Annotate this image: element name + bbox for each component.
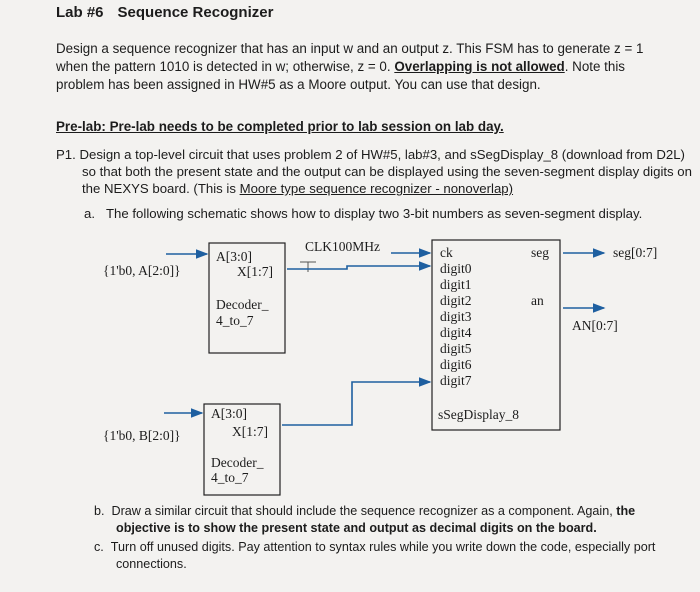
decoder2-output-port: X[1:7] [232, 424, 268, 439]
overlap-note: Overlapping is not allowed [394, 59, 565, 74]
display-ports [440, 245, 472, 388]
port-digit7: digit7 [440, 373, 472, 388]
item-c-label: c. [94, 540, 104, 554]
decoder2-name: Decoder_ [211, 455, 264, 470]
decoder1-signal: {1'b0, A[2:0]} [103, 263, 181, 278]
lab-number: Lab #6 [56, 4, 104, 21]
clock-label: CLK100MHz [305, 239, 380, 254]
decoder1-input-port: A[3:0] [216, 249, 252, 264]
lab-title: Sequence Recognizer [117, 4, 274, 21]
item-b-objective: the objective is to show the present state and output as decimal digits on the board. [116, 504, 636, 535]
item-a-label: a. [84, 206, 95, 221]
prelab-heading: Pre-lab: Pre-lab needs to be completed prior to lab session on lab day. [56, 119, 504, 134]
intro-text: Design a sequence recognizer that has an input w and an output z. This FSM has to generate z = 1 when the pattern 1010 is detected in w; otherwise, z = 0. [56, 41, 644, 74]
port-digit1: digit1 [440, 277, 472, 292]
port-seg: seg [531, 245, 549, 260]
decoder1-name: Decoder_ [216, 297, 269, 312]
item-a-text: The following schematic shows how to display two 3-bit numbers as seven-segment display. [106, 206, 643, 221]
port-ck: ck [440, 245, 453, 260]
p1-text: Design a top-level circuit that uses problem 2 of HW#5, lab#3, and sSegDisplay_8 (download from D2L) so that both the present state and the output can be displayed using the seven-segment display digits on the NEXYS board. (This is [79, 147, 692, 196]
p1-underline: Moore type sequence recognizer - nonoverlap) [239, 181, 514, 196]
decoder2-input-port: A[3:0] [211, 406, 247, 421]
decoder1-output-port: X[1:7] [237, 264, 273, 279]
item-b [94, 503, 686, 537]
p1-label: P1. [56, 147, 76, 162]
item-c [94, 539, 686, 573]
an-output-label: AN[0:7] [572, 318, 618, 333]
item-b-text: Draw a similar circuit that should include the sequence recognizer as a component. Again, [111, 504, 617, 518]
wire-decoder2-digit7 [282, 382, 430, 425]
item-b-label: b. [94, 504, 105, 518]
port-digit0: digit0 [440, 261, 472, 276]
decoder1-name2: 4_to_7 [216, 313, 254, 328]
intro-text-end: . Note this problem has been assigned in HW#5 as a Moore output. You can use that design. [56, 59, 626, 92]
port-digit2: digit2 [440, 293, 472, 308]
port-digit3: digit3 [440, 309, 472, 324]
port-digit4: digit4 [440, 325, 472, 340]
decoder2-signal: {1'b0, B[2:0]} [103, 428, 181, 443]
display-name: sSegDisplay_8 [438, 407, 519, 422]
port-digit6: digit6 [440, 357, 472, 372]
item-c-text: Turn off unused digits. Pay attention to syntax rules while you write down the code, especially port connections. [110, 540, 656, 571]
port-digit5: digit5 [440, 341, 472, 356]
seg-output-label: seg[0:7] [613, 245, 658, 260]
port-an: an [531, 293, 544, 308]
decoder2-name2: 4_to_7 [211, 470, 249, 485]
